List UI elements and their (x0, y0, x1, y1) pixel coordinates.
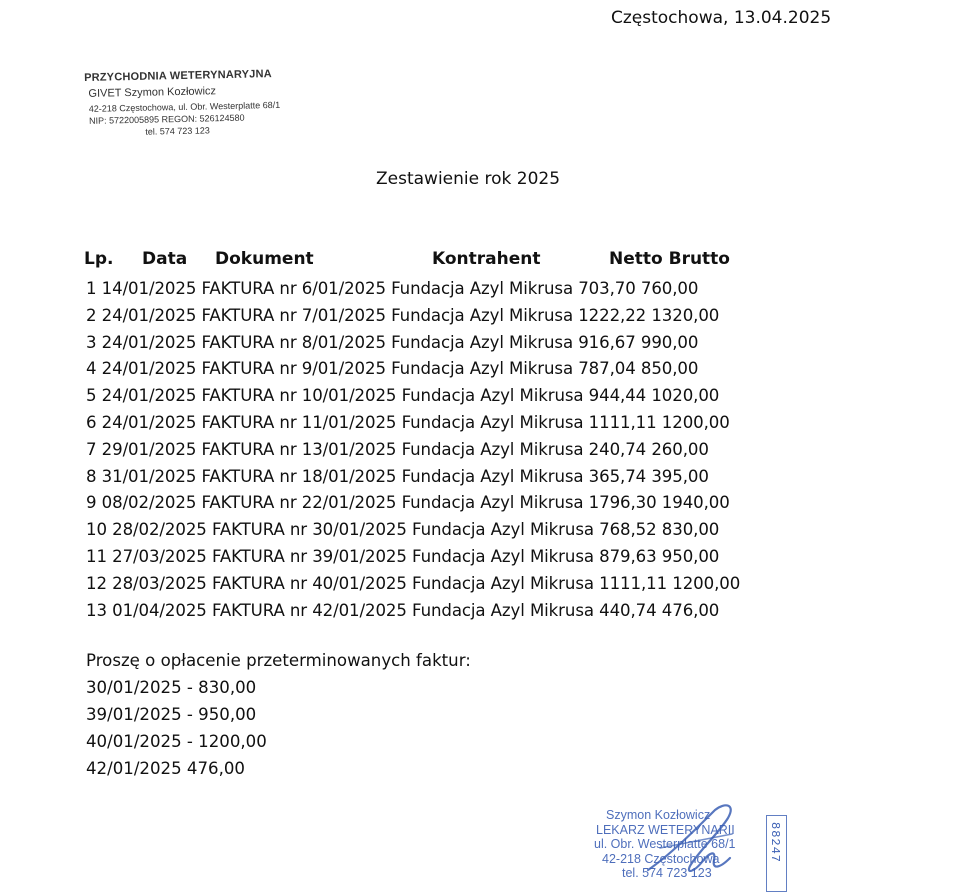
header-dokument: Dokument (215, 249, 314, 269)
cell-gross: 950,00 (661, 546, 720, 566)
signature-icon (640, 800, 750, 890)
cell-party: Fundacja Azyl Mikrusa (401, 386, 584, 406)
document-title: Zestawienie rok 2025 (376, 169, 561, 189)
cell-doc: FAKTURA nr 13/01/2025 (201, 439, 397, 459)
cell-doc: FAKTURA nr 11/01/2025 (201, 412, 397, 432)
table-row (86, 544, 740, 571)
cell-lp: 12 (86, 573, 107, 593)
cell-doc: FAKTURA nr 6/01/2025 (201, 279, 386, 298)
stamp-number: 88247 (768, 822, 782, 864)
place-date: Częstochowa, 13.04.2025 (611, 8, 832, 28)
clinic-header-stamp (84, 68, 281, 138)
header-kontrahent: Kontrahent (432, 249, 541, 269)
overdue-item: 30/01/2025 - 830,00 (86, 678, 257, 697)
cell-party: Fundacja Azyl Mikrusa (391, 305, 574, 325)
table-row (86, 356, 740, 383)
overdue-item: 40/01/2025 - 1200,00 (86, 732, 267, 751)
cell-lp: 9 (86, 493, 97, 513)
cell-date: 14/01/2025 (101, 279, 197, 298)
cell-net: 240,74 (588, 439, 647, 459)
table-row (86, 437, 740, 464)
clinic-name: PRZYCHODNIA WETERYNARYJNA (84, 68, 272, 84)
overdue-note (86, 647, 471, 782)
cell-gross: 830,00 (661, 520, 720, 540)
cell-party: Fundacja Azyl Mikrusa (391, 359, 574, 379)
table-row (86, 330, 740, 357)
cell-lp: 2 (86, 305, 97, 325)
cell-lp: 1 (86, 279, 97, 298)
clinic-phone: tel. 574 723 123 (145, 125, 210, 137)
cell-date: 08/02/2025 (101, 493, 197, 513)
cell-date: 24/01/2025 (101, 386, 197, 406)
cell-lp: 3 (86, 332, 97, 352)
cell-doc: FAKTURA nr 18/01/2025 (201, 466, 397, 486)
stamp-line: LEKARZ WETERYNARII (596, 822, 735, 837)
cell-gross: 850,00 (640, 359, 699, 379)
cell-gross: 1200,00 (661, 412, 730, 432)
clinic-address: 42-218 Częstochowa, ul. Obr. Westerplatte 68/1 (88, 99, 281, 114)
cell-net: 703,70 (578, 279, 636, 298)
cell-party: Fundacja Azyl Mikrusa (412, 520, 594, 540)
cell-gross: 476,00 (661, 600, 720, 620)
cell-gross: 760,00 (640, 279, 699, 298)
cell-net: 768,52 (599, 520, 657, 540)
stamp-line: Szymon Kozłowicz (606, 808, 711, 822)
cell-party: Fundacja Azyl Mikrusa (391, 279, 574, 298)
invoice-list (86, 276, 740, 624)
stamp-line: ul. Obr. Westerplatte 68/1 (594, 837, 736, 851)
cell-lp: 4 (86, 359, 97, 379)
cell-doc: FAKTURA nr 39/01/2025 (211, 546, 407, 566)
cell-net: 1111,11 (599, 573, 668, 593)
cell-gross: 1200,00 (672, 573, 741, 593)
cell-lp: 6 (86, 412, 97, 432)
cell-lp: 5 (86, 386, 97, 406)
table-row (86, 383, 740, 410)
cell-doc: FAKTURA nr 10/01/2025 (201, 386, 397, 406)
table-row (86, 464, 740, 491)
cell-party: Fundacja Azyl Mikrusa (401, 466, 584, 486)
header-data: Data (142, 249, 188, 269)
cell-party: Fundacja Azyl Mikrusa (401, 439, 584, 459)
cell-party: Fundacja Azyl Mikrusa (401, 493, 584, 513)
cell-net: 1111,11 (588, 412, 657, 432)
cell-gross: 260,00 (651, 439, 709, 459)
cell-party: Fundacja Azyl Mikrusa (412, 546, 594, 566)
cell-gross: 990,00 (640, 332, 699, 352)
cell-net: 1796,30 (588, 493, 657, 513)
cell-date: 29/01/2025 (101, 439, 197, 459)
cell-net: 879,63 (599, 546, 657, 566)
cell-party: Fundacja Azyl Mikrusa (401, 412, 584, 432)
cell-gross: 1320,00 (651, 305, 720, 325)
cell-doc: FAKTURA nr 7/01/2025 (201, 305, 386, 325)
cell-date: 24/01/2025 (101, 305, 197, 325)
cell-doc: FAKTURA nr 40/01/2025 (211, 573, 407, 593)
clinic-ids: NIP: 5722005895 REGON: 526124580 (88, 112, 245, 126)
cell-lp: 7 (86, 439, 97, 459)
table-row (86, 410, 740, 437)
cell-net: 440,74 (599, 600, 657, 620)
table-row (86, 490, 740, 517)
cell-date: 24/01/2025 (101, 359, 197, 379)
table-row (86, 571, 740, 598)
overdue-item: 39/01/2025 - 950,00 (86, 705, 257, 724)
cell-party: Fundacja Azyl Mikrusa (412, 600, 594, 620)
cell-gross: 1020,00 (651, 386, 720, 406)
stamp-line: 42-218 Częstochowa (602, 851, 720, 866)
stamp-line: tel. 574 723 123 (622, 866, 712, 880)
table-row (86, 276, 740, 303)
cell-lp: 8 (86, 466, 97, 486)
cell-gross: 1940,00 (661, 493, 730, 513)
cell-date: 24/01/2025 (101, 412, 197, 432)
table-row (86, 303, 740, 330)
table-row (86, 598, 740, 625)
cell-date: 27/03/2025 (112, 546, 207, 566)
header-lp: Lp. (84, 249, 114, 269)
cell-doc: FAKTURA nr 8/01/2025 (201, 332, 386, 352)
cell-date: 28/02/2025 (112, 520, 207, 540)
clinic-owner: GIVET Szymon Kozłowicz (88, 85, 217, 100)
cell-gross: 395,00 (651, 466, 709, 486)
cell-doc: FAKTURA nr 30/01/2025 (211, 520, 407, 540)
overdue-item: 42/01/2025 476,00 (86, 759, 245, 778)
cell-lp: 11 (86, 546, 107, 566)
cell-doc: FAKTURA nr 22/01/2025 (201, 493, 397, 513)
cell-date: 24/01/2025 (101, 332, 197, 352)
cell-date: 31/01/2025 (101, 466, 197, 486)
cell-net: 944,44 (588, 386, 647, 406)
cell-date: 01/04/2025 (112, 600, 207, 620)
cell-date: 28/03/2025 (112, 573, 207, 593)
cell-net: 787,04 (578, 359, 636, 379)
cell-net: 916,67 (578, 332, 636, 352)
cell-lp: 10 (86, 520, 107, 540)
cell-party: Fundacja Azyl Mikrusa (412, 573, 594, 593)
cell-net: 365,74 (588, 466, 647, 486)
table-row (86, 517, 740, 544)
cell-doc: FAKTURA nr 42/01/2025 (211, 600, 407, 620)
cell-lp: 13 (86, 600, 107, 620)
cell-net: 1222,22 (578, 305, 647, 325)
cell-doc: FAKTURA nr 9/01/2025 (201, 359, 386, 379)
cell-party: Fundacja Azyl Mikrusa (391, 332, 574, 352)
header-netto-brutto: Netto Brutto (609, 249, 730, 269)
overdue-heading: Proszę o opłacenie przeterminowanych faktur: (86, 651, 471, 670)
